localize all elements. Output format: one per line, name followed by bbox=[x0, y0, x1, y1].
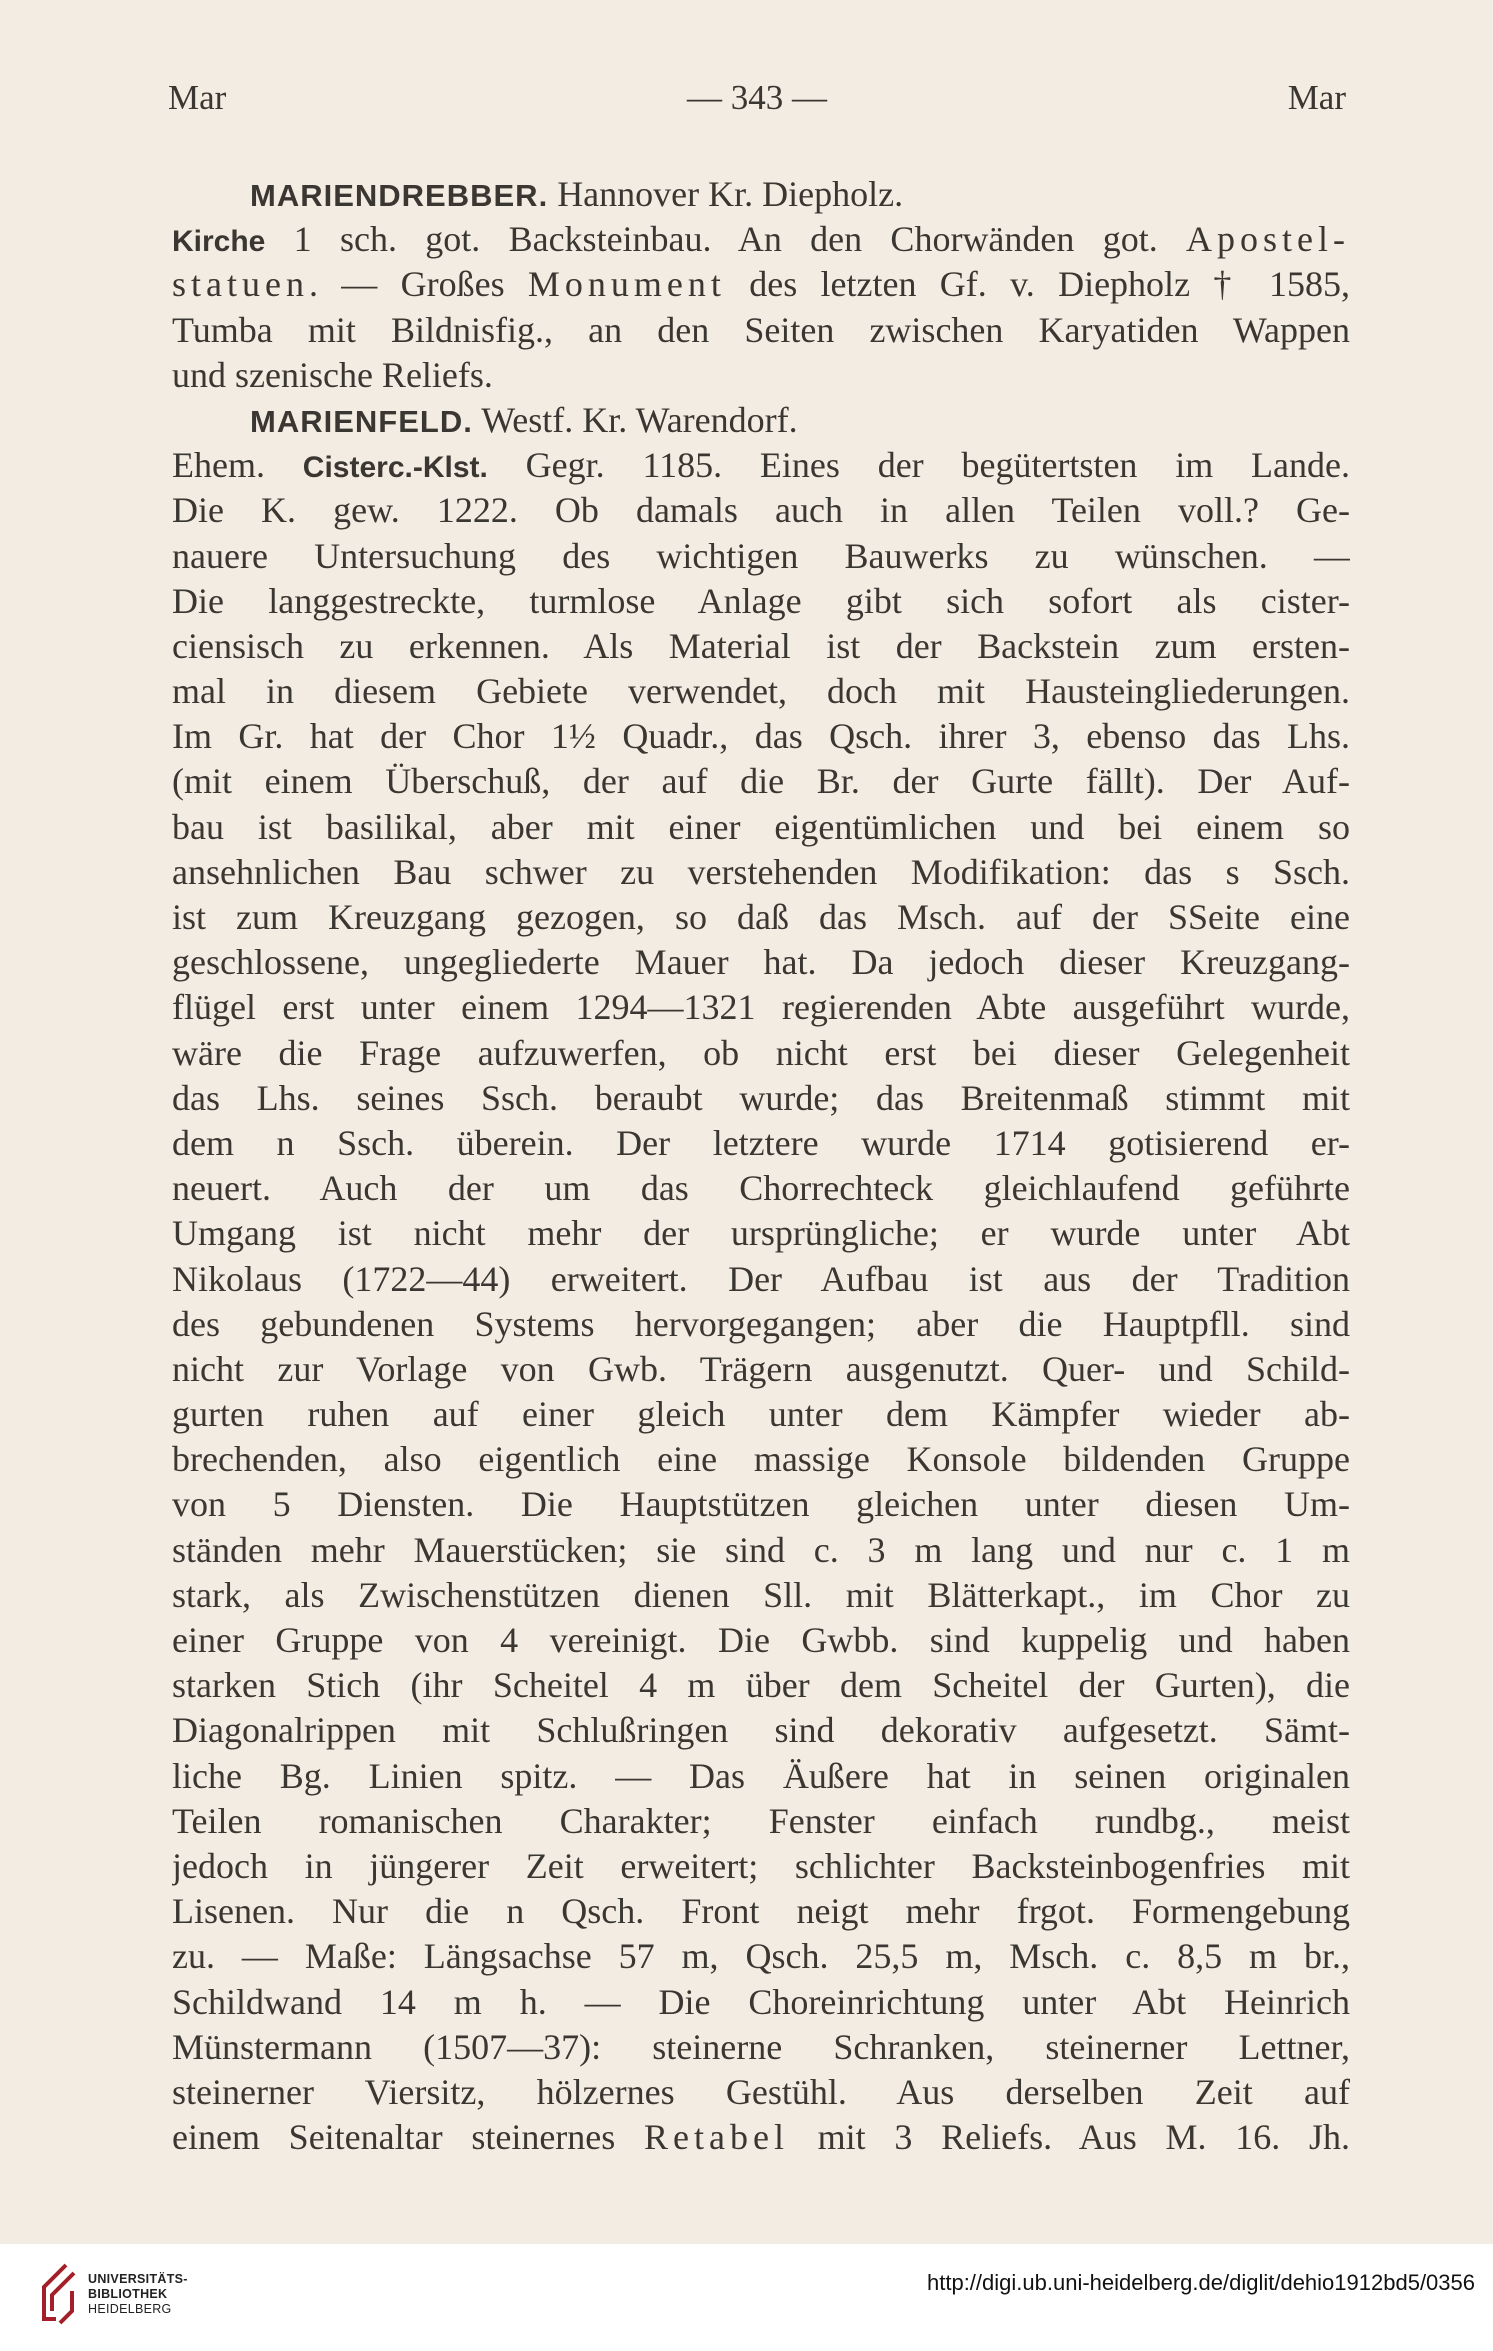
spaced-term: Apostel- bbox=[1186, 219, 1350, 260]
text-line: Diagonalrippen mit Schlußringen sind dekorativ aufgesetzt. Sämt- bbox=[172, 1710, 1350, 1751]
text-line: starken Stich (ihr Scheitel 4 m über dem Scheitel der Gurten), die bbox=[172, 1665, 1350, 1706]
text-line: geschlossene, ungegliederte Mauer hat. Da jedoch dieser Kreuzgang- bbox=[172, 942, 1350, 983]
text-line: mal in diesem Gebiete verwendet, doch mit Hausteingliederungen. bbox=[172, 671, 1350, 712]
entry-heading-line bbox=[172, 398, 1350, 443]
institution-name: UNIVERSITÄTS- BIBLIOTHEK HEIDELBERG bbox=[88, 2272, 188, 2316]
text-line: zu. — Maße: Längsachse 57 m, Qsch. 25,5 m, Msch. c. 8,5 m br., bbox=[172, 1936, 1350, 1977]
text-line: brechenden, also eigentlich eine massige Konsole bildenden Gruppe bbox=[172, 1439, 1350, 1480]
source-url-link[interactable]: http://digi.ub.uni-heidelberg.de/diglit/dehio1912bd5/0356 bbox=[927, 2270, 1475, 2295]
text-line: stark, als Zwischenstützen dienen Sll. mit Blätterkapt., im Chor zu bbox=[172, 1574, 1350, 1615]
text-line: bau ist basilikal, aber mit einer eigentümlichen und bei einem so bbox=[172, 806, 1350, 847]
text-line: wäre die Frage aufzuwerfen, ob nicht erst bei dieser Gelegenheit bbox=[172, 1032, 1350, 1073]
text-line: von 5 Diensten. Die Hauptstützen gleichen unter diesen Um- bbox=[172, 1484, 1350, 1525]
spaced-term: statuen bbox=[172, 264, 309, 305]
text-line: Tumba mit Bildnisfig., an den Seiten zwischen Karyatiden Wappen bbox=[172, 309, 1350, 350]
text-line: Ehem. Cisterc.-Klst. Gegr. 1185. Eines der begütertsten im Lande. bbox=[172, 445, 1350, 486]
text-line: nauere Untersuchung des wichtigen Bauwerks zu wünschen. — bbox=[172, 535, 1350, 576]
text-line: jedoch in jüngerer Zeit erweitert; schlichter Backsteinbogenfries mit bbox=[172, 1845, 1350, 1886]
text-line: Lisenen. Nur die n Qsch. Front neigt mehr frgot. Formengebung bbox=[172, 1891, 1350, 1932]
text-line: statuen. — Großes Monument des letzten Gf. v. Diepholz † 1585, bbox=[172, 264, 1350, 305]
entry-heading: MARIENDREBBER. bbox=[250, 178, 549, 213]
text-line: Die K. gew. 1222. Ob damals auch in allen Teilen voll.? Ge- bbox=[172, 490, 1350, 531]
text-line: Schildwand 14 m h. — Die Choreinrichtung unter Abt Heinrich bbox=[172, 1981, 1350, 2022]
entry-heading-line bbox=[172, 172, 1350, 217]
text-line: Die langgestreckte, turmlose Anlage gibt sich sofort als cister- bbox=[172, 580, 1350, 621]
text-line: steinerner Viersitz, hölzernes Gestühl. Aus derselben Zeit auf bbox=[172, 2071, 1350, 2112]
text-line: des gebundenen Systems hervorgegangen; aber die Hauptpfll. sind bbox=[172, 1303, 1350, 1344]
text-line: (mit einem Überschuß, der auf die Br. der Gurte fällt). Der Auf- bbox=[172, 761, 1350, 802]
text-line: Kirche 1 sch. got. Backsteinbau. An den Chorwänden got. Apostel- bbox=[172, 219, 1350, 260]
text-line: neuert. Auch der um das Chorrechteck gleichlaufend geführte bbox=[172, 1168, 1350, 1209]
text-line: Teilen romanischen Charakter; Fenster einfach rundbg., meist bbox=[172, 1800, 1350, 1841]
text-line: ist zum Kreuzgang gezogen, so daß das Msch. auf der SSeite eine bbox=[172, 897, 1350, 937]
text-line: das Lhs. seines Ssch. beraubt wurde; das Breitenmaß stimmt mit bbox=[172, 1077, 1350, 1118]
text-line: Umgang ist nicht mehr der ursprüngliche; er wurde unter Abt bbox=[172, 1213, 1350, 1254]
entry-heading: MARIENFELD. bbox=[250, 403, 473, 439]
monument-type: Cisterc.-Klst. bbox=[302, 451, 488, 485]
monument-type: Kirche bbox=[172, 225, 266, 259]
header-left-keyword: Mar bbox=[168, 78, 227, 117]
header-right-keyword: Mar bbox=[1287, 78, 1346, 117]
text-line: einer Gruppe von 4 vereinigt. Die Gwbb. sind kuppelig und haben bbox=[172, 1620, 1350, 1660]
text-line: gurten ruhen auf einer gleich unter dem Kämpfer wieder ab- bbox=[172, 1394, 1350, 1435]
running-header bbox=[168, 78, 1346, 138]
text-line: und szenische Reliefs. bbox=[172, 354, 493, 395]
entry-location: Hannover Kr. Diepholz. bbox=[557, 174, 904, 214]
entry-location: Westf. Kr. Warendorf. bbox=[481, 399, 798, 440]
text-line: Münstermann (1507—37): steinerne Schranken, steinerner Lettner, bbox=[172, 2026, 1350, 2067]
text-line: liche Bg. Linien spitz. — Das Äußere hat in seinen originalen bbox=[172, 1755, 1350, 1796]
text-line: flügel erst unter einem 1294—1321 regierenden Abte ausgeführt wurde, bbox=[172, 987, 1350, 1028]
text-line: nicht zur Vorlage von Gwb. Trägern ausgenutzt. Quer- und Schild- bbox=[172, 1348, 1350, 1389]
text-line: einem Seitenaltar steinernes Retabel mit 3 Reliefs. Aus M. 16. Jh. bbox=[172, 2117, 1350, 2158]
text-line: ständen mehr Mauerstücken; sie sind c. 3 m lang und nur c. 1 m bbox=[172, 1529, 1350, 1570]
digitization-footer bbox=[0, 2244, 1493, 2351]
page-number: — 343 — bbox=[687, 78, 827, 117]
spaced-term: Monument bbox=[527, 264, 726, 305]
body-text bbox=[172, 172, 1350, 2160]
text-line: Nikolaus (1722—44) erweitert. Der Aufbau ist aus der Tradition bbox=[172, 1258, 1350, 1299]
text-line: ansehnlichen Bau schwer zu verstehenden Modifikation: das s Ssch. bbox=[172, 851, 1350, 892]
university-library-logo-icon bbox=[36, 2261, 80, 2327]
text-line: Im Gr. hat der Chor 1½ Quadr., das Qsch. ihrer 3, ebenso das Lhs. bbox=[172, 716, 1350, 757]
text-line: ciensisch zu erkennen. Als Material ist der Backstein zum ersten- bbox=[172, 625, 1350, 666]
text-line: dem n Ssch. überein. Der letztere wurde 1714 gotisierend er- bbox=[172, 1122, 1350, 1163]
spaced-term: Retabel bbox=[644, 2117, 789, 2158]
